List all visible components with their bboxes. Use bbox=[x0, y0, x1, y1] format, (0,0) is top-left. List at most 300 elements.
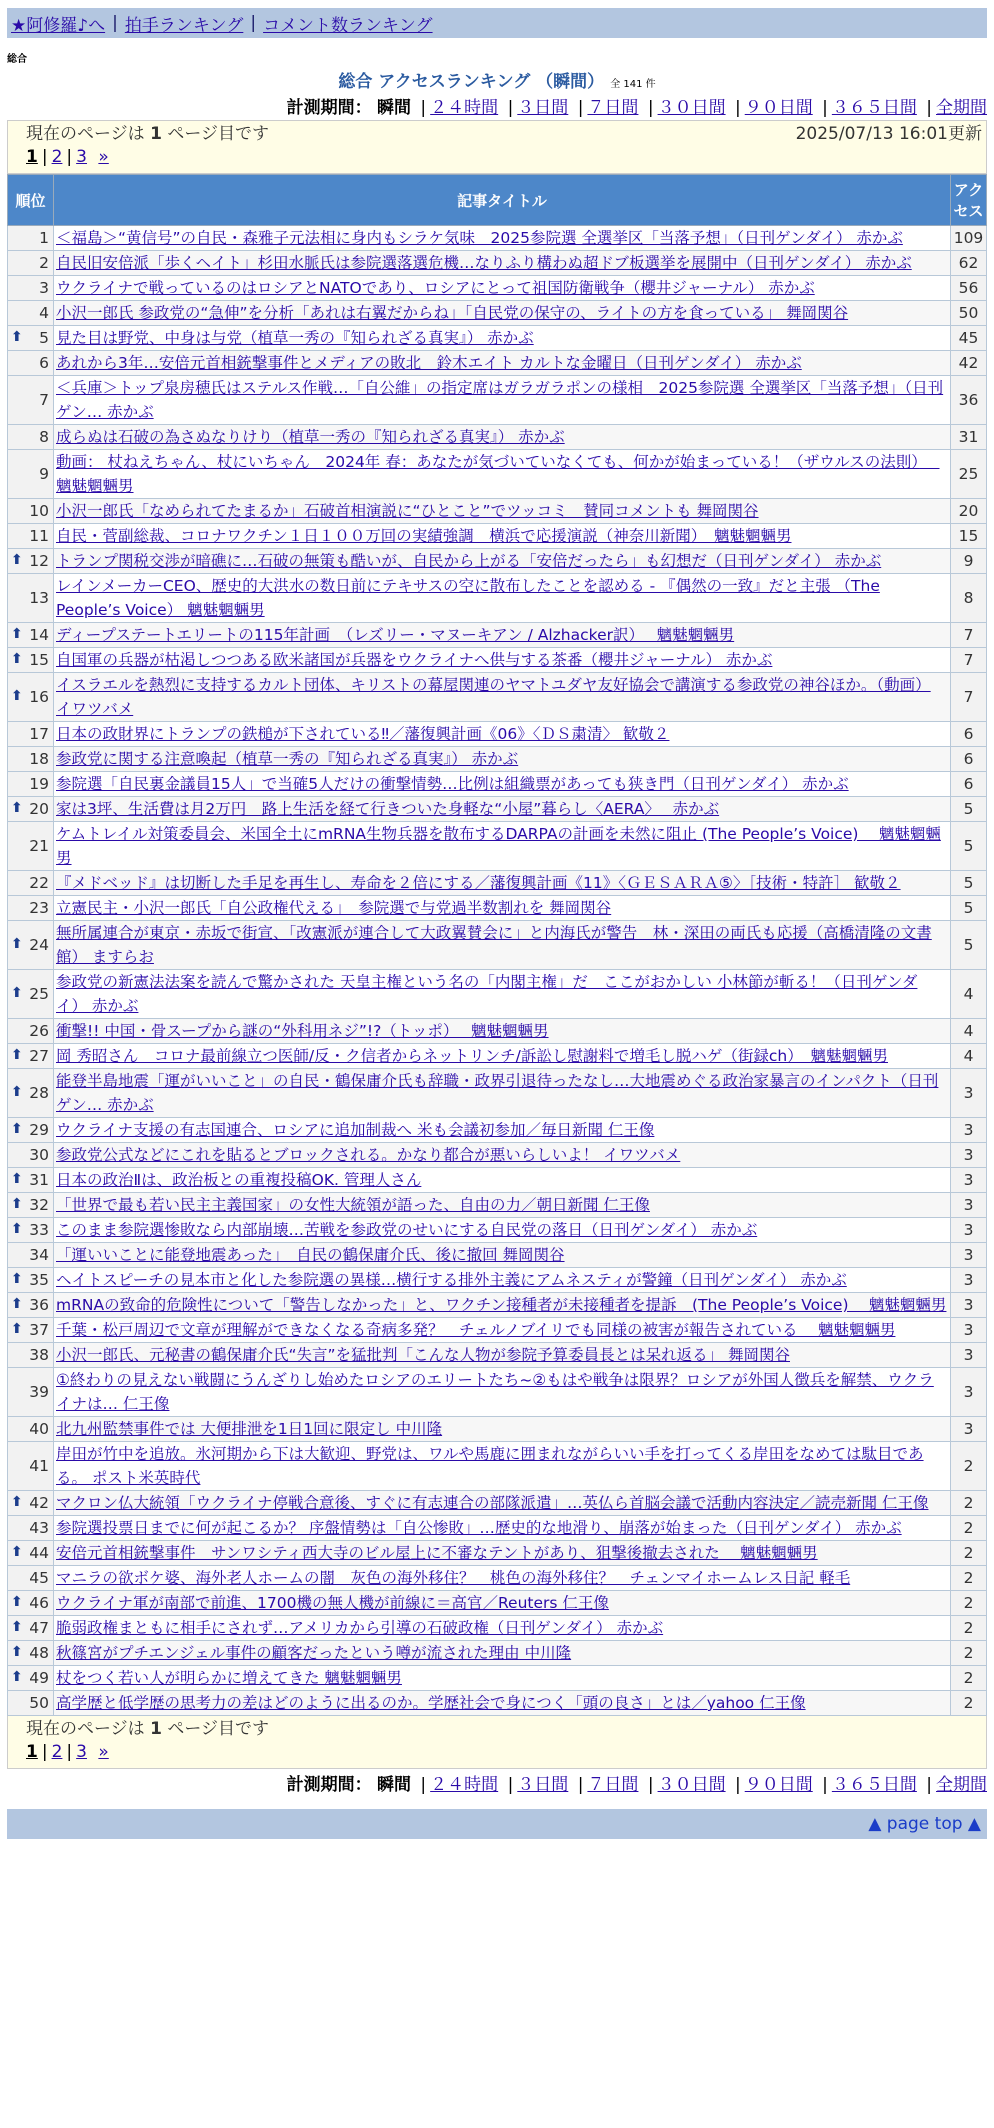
title-cell bbox=[54, 1293, 951, 1318]
article-link[interactable]: 「運いいことに能登地震あった」 自民の鶴保庸介氏、後に撤回 舞岡関谷 bbox=[56, 1246, 565, 1264]
table-row bbox=[8, 722, 987, 747]
rank-number: 34 bbox=[29, 1246, 49, 1264]
ranking-title: 総合 アクセスランキング （瞬間） bbox=[338, 72, 605, 92]
title-cell bbox=[54, 822, 951, 871]
title-cell bbox=[54, 747, 951, 772]
rank-number: 26 bbox=[29, 1022, 49, 1040]
rank-cell bbox=[8, 376, 54, 425]
title-cell bbox=[54, 276, 951, 301]
access-count: 3 bbox=[951, 1318, 987, 1343]
title-cell bbox=[54, 1368, 951, 1417]
rank-cell bbox=[8, 1268, 54, 1293]
article-link[interactable]: 『メドベッド』は切断した手足を再生し、寿命を２倍にする／藩復興計画《11》〈ＧＥＳＡＲＡ⑤〉［技術・特許］ 歓敬２ bbox=[56, 874, 901, 892]
rank-number: 25 bbox=[29, 985, 49, 1003]
rank-number: 23 bbox=[29, 899, 49, 917]
title-cell bbox=[54, 648, 951, 673]
title-cell bbox=[54, 376, 951, 425]
access-count: 3 bbox=[951, 1293, 987, 1318]
table-row bbox=[8, 1368, 987, 1417]
table-row bbox=[8, 251, 987, 276]
table-row bbox=[8, 1168, 987, 1193]
title-cell bbox=[54, 1442, 951, 1491]
rank-number: 37 bbox=[29, 1321, 49, 1339]
period-365d-link[interactable]: ３６５日間 bbox=[831, 98, 917, 118]
article-link[interactable]: 参院選投票日までに何が起こるか？ 序盤情勢は「自公惨敗」…歴史的な地滑り、崩落が始まった（日刊ゲンダイ） 赤かぶ bbox=[56, 1519, 902, 1537]
article-link[interactable]: 高学歴と低学歴の思考力の差はどのように出るのか。学歴社会で身につく「頭の良さ」とは／yahoo 仁王像 bbox=[56, 1694, 806, 1712]
rank-number: 29 bbox=[29, 1121, 49, 1139]
rank-up-arrow-icon: ⬆ bbox=[11, 1494, 23, 1510]
rank-up-arrow-icon: ⬆ bbox=[11, 1321, 23, 1337]
rank-number: 20 bbox=[29, 800, 49, 818]
rank-number: 17 bbox=[29, 725, 49, 743]
table-row bbox=[8, 524, 987, 549]
rank-number: 8 bbox=[39, 428, 49, 446]
article-link[interactable]: マクロン仏大統領「ウクライナ停戦合意後、すぐに有志連合の部隊派遣」…英仏ら首脳会議で活動内容決定／読売新聞 仁王像 bbox=[56, 1494, 929, 1512]
rank-up-arrow-icon: ⬆ bbox=[11, 985, 23, 1001]
period-24h-link[interactable]: ２４時間 bbox=[430, 98, 499, 118]
rank-cell bbox=[8, 301, 54, 326]
access-count: 3 bbox=[951, 1118, 987, 1143]
rank-cell bbox=[8, 549, 54, 574]
rank-number: 22 bbox=[29, 874, 49, 892]
article-link[interactable]: 岸田が竹中を追放。氷河期から下は大歓迎、野党は、ワルや馬鹿に囲まれながらいい手を打ってくる岸田をなめては駄目である。 ポスト米英時代 bbox=[56, 1445, 924, 1487]
period-3d-link[interactable]: ３日間 bbox=[517, 98, 569, 118]
table-row bbox=[8, 1566, 987, 1591]
header-count: アクセス bbox=[951, 175, 987, 226]
rank-cell bbox=[8, 1293, 54, 1318]
title-cell bbox=[54, 1243, 951, 1268]
header-title: 記事タイトル bbox=[54, 175, 951, 226]
access-count: 5 bbox=[951, 921, 987, 970]
rank-cell bbox=[8, 574, 54, 623]
rank-cell bbox=[8, 1616, 54, 1641]
article-link[interactable]: あれから3年…安倍元首相銃撃事件とメディアの敗北 鈴木エイト カルトな金曜日（日刊ゲンダイ） 赤かぶ bbox=[56, 354, 802, 372]
title-cell bbox=[54, 1691, 951, 1716]
rank-number: 49 bbox=[29, 1669, 49, 1687]
rank-number: 39 bbox=[29, 1383, 49, 1401]
article-link[interactable]: 見た目は野党、中身は与党（植草一秀の『知られざる真実』） 赤かぶ bbox=[56, 329, 534, 347]
title-cell bbox=[54, 326, 951, 351]
table-row bbox=[8, 574, 987, 623]
article-link[interactable]: このまま参院選惨敗なら内部崩壊…苦戦を参政党のせいにする自民党の落日（日刊ゲンダイ） 赤かぶ bbox=[56, 1221, 758, 1239]
rank-number: 35 bbox=[29, 1271, 49, 1289]
article-link[interactable]: ケムトレイル対策委員会、米国全土にmRNA生物兵器を散布するDARPAの計画を未然に阻止 (The People’s Voice) 魑魅魍魎男 bbox=[56, 825, 941, 867]
rank-cell bbox=[8, 1368, 54, 1417]
access-count: 3 bbox=[951, 1218, 987, 1243]
rank-number: 18 bbox=[29, 750, 49, 768]
rank-number: 12 bbox=[29, 552, 49, 570]
table-row bbox=[8, 226, 987, 251]
title-cell bbox=[54, 1044, 951, 1069]
access-count: 5 bbox=[951, 797, 987, 822]
article-link[interactable]: 成らぬは石破の為さぬなりけり（植草一秀の『知られざる真実』） 赤かぶ bbox=[56, 428, 565, 446]
rank-cell bbox=[8, 1691, 54, 1716]
article-link[interactable]: ヘイトスピーチの見本市と化した参院選の異様…横行する排外主義にアムネスティが警鐘（日刊ゲンダイ） 赤かぶ bbox=[56, 1271, 847, 1289]
period-selector-bottom: 計測期間： 瞬間 | ２４時間 | ３日間 | ７日間 | ３０日間 | ９０日間 | ３６５日間 | 全期間 bbox=[286, 1775, 987, 1795]
rank-cell bbox=[8, 747, 54, 772]
rank-cell bbox=[8, 970, 54, 1019]
table-row bbox=[8, 896, 987, 921]
access-count: 42 bbox=[951, 351, 987, 376]
access-count: 2 bbox=[951, 1641, 987, 1666]
article-link[interactable]: ウクライナ軍が南部で前進、1700機の無人機が前線に＝高官／Reuters 仁王像 bbox=[56, 1594, 609, 1612]
article-link[interactable]: 自民旧安倍派「歩くヘイト」杉田水脈氏は参院選落選危機…なりふり構わぬ超ドブ板選挙を展開中（日刊ゲンダイ） 赤かぶ bbox=[56, 254, 912, 272]
title-cell bbox=[54, 896, 951, 921]
rank-number: 15 bbox=[29, 651, 49, 669]
table-row bbox=[8, 276, 987, 301]
footer-bar bbox=[7, 1809, 987, 1839]
rank-cell bbox=[8, 276, 54, 301]
comment-ranking-link[interactable]: コメント数ランキング bbox=[263, 15, 433, 36]
rank-number: 6 bbox=[39, 354, 49, 372]
access-count: 3 bbox=[951, 1193, 987, 1218]
article-link[interactable]: 小沢一郎氏「なめられてたまるか」石破首相演説に“ひとこと”でツッコミ 賛同コメントも 舞岡関谷 bbox=[56, 502, 759, 520]
access-count: 3 bbox=[951, 1268, 987, 1293]
table-row bbox=[8, 1044, 987, 1069]
page-1-current: 1 bbox=[26, 147, 38, 167]
table-row bbox=[8, 1641, 987, 1666]
access-count: 5 bbox=[951, 896, 987, 921]
article-link[interactable]: 秋篠宮がプチエンジェル事件の顧客だったという噂が流された理由 中川隆 bbox=[56, 1644, 572, 1662]
table-row bbox=[8, 450, 987, 499]
rank-cell bbox=[8, 1243, 54, 1268]
rank-cell bbox=[8, 524, 54, 549]
article-link[interactable]: 日本の政財界にトランプの鉄槌が下されている‼／藩復興計画《06》〈ＤＳ粛清〉 歓敬２ bbox=[56, 725, 670, 743]
title-cell bbox=[54, 673, 951, 722]
article-link[interactable]: 小沢一郎氏、元秘書の鶴保庸介氏“失言”を猛批判「こんな人物が参院予算委員長とは呆れ返る」 舞岡関谷 bbox=[56, 1346, 790, 1364]
access-count: 3 bbox=[951, 1368, 987, 1417]
title-cell bbox=[54, 1541, 951, 1566]
title-cell bbox=[54, 1417, 951, 1442]
table-row bbox=[8, 1268, 987, 1293]
rank-number: 30 bbox=[29, 1146, 49, 1164]
period-label: 計測期間： bbox=[286, 98, 372, 118]
access-count: 2 bbox=[951, 1691, 987, 1716]
table-row bbox=[8, 351, 987, 376]
rank-up-arrow-icon: ⬆ bbox=[11, 1047, 23, 1063]
article-link[interactable]: イスラエルを熱烈に支持するカルト団体、キリストの幕屋関連のヤマトユダヤ友好協会で講演する参政党の神谷ほか。（動画） イワツバメ bbox=[56, 676, 931, 718]
page-2-link-bottom[interactable]: 2 bbox=[51, 1742, 63, 1762]
rank-number: 46 bbox=[29, 1594, 49, 1612]
article-link[interactable]: 動画： 杖ねえちゃん、杖にいちゃん 2024年 春：あなたが気づいていなくても、何かが始まっている！（ザウルスの法則） 魑魅魍魎男 bbox=[56, 453, 940, 495]
access-count: 2 bbox=[951, 1591, 987, 1616]
access-count: 62 bbox=[951, 251, 987, 276]
access-count: 2 bbox=[951, 1442, 987, 1491]
access-count: 4 bbox=[951, 1044, 987, 1069]
rank-number: 7 bbox=[39, 391, 49, 409]
article-link[interactable]: ディープステートエリートの115年計画 （レズリー・マヌーキアン / Alzhacker訳） 魑魅魍魎男 bbox=[56, 626, 735, 644]
rank-number: 45 bbox=[29, 1569, 49, 1587]
ranking-table bbox=[7, 174, 987, 1716]
article-link[interactable]: 参政党公式などにこれを貼るとブロックされる。かなり都合が悪いらしいよ！ イワツバメ bbox=[56, 1146, 681, 1164]
table-row bbox=[8, 970, 987, 1019]
article-link[interactable]: 脆弱政権まともに相手にされず…アメリカから引導の石破政権（日刊ゲンダイ） 赤かぶ bbox=[56, 1619, 664, 1637]
access-count: 6 bbox=[951, 772, 987, 797]
rank-number: 32 bbox=[29, 1196, 49, 1214]
article-link[interactable]: レインメーカーCEO、歴史的大洪水の数日前にテキサスの空に散布したことを認める - 『偶然の一致』だと主張 （The People’s Voice） 魑魅魍魎男 bbox=[56, 577, 880, 619]
rank-number: 48 bbox=[29, 1644, 49, 1662]
page-title bbox=[7, 67, 987, 92]
article-link[interactable]: 千葉・松戸周辺で文章が理解ができなくなる奇病多発？ チェルノブイリでも同様の被害が報告されている 魑魅魍魎男 bbox=[56, 1321, 896, 1339]
title-cell bbox=[54, 1516, 951, 1541]
rank-cell bbox=[8, 772, 54, 797]
article-link[interactable]: ①終わりの見えない戦闘にうんざりし始めたロシアのエリートたち~②もはや戦争は限界？ロシアが外国人徴兵を解禁、ウクライナは… 仁王像 bbox=[56, 1371, 934, 1413]
title-cell bbox=[54, 1641, 951, 1666]
article-link[interactable]: 無所属連合が東京・赤坂で街宣、「改憲派が連合して大政翼賛会に」と内海氏が警告 林・深田の両氏も応援（高橋清隆の文書館） ますらお bbox=[56, 924, 932, 966]
title-cell bbox=[54, 1268, 951, 1293]
rank-cell bbox=[8, 1168, 54, 1193]
rank-cell bbox=[8, 871, 54, 896]
rank-cell bbox=[8, 648, 54, 673]
page-status: 現在のページは 1 ページ目です bbox=[26, 124, 269, 144]
title-cell bbox=[54, 499, 951, 524]
rank-cell bbox=[8, 251, 54, 276]
rank-up-arrow-icon: ⬆ bbox=[11, 800, 23, 816]
article-link[interactable]: mRNAの致命的危険性について「警告しなかった」と、ワクチン接種者が未接種者を提訴 (The People’s Voice) 魑魅魍魎男 bbox=[56, 1296, 947, 1314]
rank-number: 4 bbox=[39, 304, 49, 322]
rank-number: 19 bbox=[29, 775, 49, 793]
access-count: 3 bbox=[951, 1343, 987, 1368]
article-link[interactable]: ウクライナ支援の有志国連合、ロシアに追加制裁へ 米も会議初参加／毎日新聞 仁王像 bbox=[56, 1121, 655, 1139]
table-row bbox=[8, 1666, 987, 1691]
section-label: 総合 bbox=[7, 54, 27, 65]
rank-cell bbox=[8, 226, 54, 251]
table-row bbox=[8, 673, 987, 722]
article-link[interactable]: 自国軍の兵器が枯渇しつつある欧米諸国が兵器をウクライナへ供与する茶番（櫻井ジャーナル） 赤かぶ bbox=[56, 651, 773, 669]
access-count: 4 bbox=[951, 970, 987, 1019]
title-cell bbox=[54, 722, 951, 747]
table-row bbox=[8, 1616, 987, 1641]
rank-cell bbox=[8, 1193, 54, 1218]
title-cell bbox=[54, 772, 951, 797]
table-row bbox=[8, 549, 987, 574]
table-row bbox=[8, 1343, 987, 1368]
access-count: 31 bbox=[951, 425, 987, 450]
table-row bbox=[8, 1417, 987, 1442]
title-cell bbox=[54, 251, 951, 276]
article-link[interactable]: 小沢一郎氏 参政党の“急伸”を分析「あれは右翼だからね」「自民党の保守の、ライトの方を食っている」 舞岡関谷 bbox=[56, 304, 849, 322]
article-link[interactable]: 北九州監禁事件では 大便排泄を1日1回に限定し 中川隆 bbox=[56, 1420, 443, 1438]
access-count: 25 bbox=[951, 450, 987, 499]
access-count: 2 bbox=[951, 1666, 987, 1691]
table-row bbox=[8, 1118, 987, 1143]
next-page-link-bottom[interactable]: » bbox=[98, 1742, 109, 1762]
rank-number: 31 bbox=[29, 1171, 49, 1189]
period-90d-link-bottom[interactable]: ９０日間 bbox=[744, 1775, 813, 1795]
table-row bbox=[8, 1069, 987, 1118]
rank-cell bbox=[8, 499, 54, 524]
rank-number: 21 bbox=[29, 837, 49, 855]
rank-up-arrow-icon: ⬆ bbox=[11, 651, 23, 667]
home-link[interactable]: ★阿修羅♪へ bbox=[11, 15, 106, 36]
title-cell bbox=[54, 1118, 951, 1143]
access-count: 5 bbox=[951, 822, 987, 871]
rank-number: 41 bbox=[29, 1457, 49, 1475]
title-cell bbox=[54, 1666, 951, 1691]
article-link[interactable]: マニラの欲ボケ婆、海外老人ホームの闇 灰色の海外移住？ 桃色の海外移住？ チェンマイホームレス日記 軽毛 bbox=[56, 1569, 851, 1587]
title-cell bbox=[54, 1069, 951, 1118]
article-link[interactable]: 参政党の新憲法法案を読んで驚かされた 天皇主権という名の「内閣主権」だ ここがおかしい 小林節が斬る！（日刊ゲンダイ） 赤かぶ bbox=[56, 973, 918, 1015]
page-1-current-bottom: 1 bbox=[26, 1742, 38, 1762]
title-cell bbox=[54, 1318, 951, 1343]
article-link[interactable]: ウクライナで戦っているのはロシアとNATOであり、ロシアにとって祖国防衛戦争（櫻井ジャーナル） 赤かぶ bbox=[56, 279, 815, 297]
page-2-link[interactable]: 2 bbox=[51, 147, 63, 167]
period-7d-link[interactable]: ７日間 bbox=[587, 98, 639, 118]
article-link[interactable]: 立憲民主・小沢一郎氏「自公政権代える」 参院選で与党過半数割れを 舞岡関谷 bbox=[56, 899, 612, 917]
access-count: 7 bbox=[951, 673, 987, 722]
rank-cell bbox=[8, 1318, 54, 1343]
title-cell bbox=[54, 1491, 951, 1516]
table-row bbox=[8, 797, 987, 822]
article-link[interactable]: 杖をつく若い人が明らかに増えてきた 魑魅魍魎男 bbox=[56, 1669, 402, 1687]
rank-cell bbox=[8, 326, 54, 351]
rank-cell bbox=[8, 797, 54, 822]
rank-cell bbox=[8, 1591, 54, 1616]
article-link[interactable]: 参院選「自民裏金議員15人」で当確5人だけの衝撃情勢…比例は組織票があっても狭き門（日刊ゲンダイ） 赤かぶ bbox=[56, 775, 849, 793]
rank-number: 38 bbox=[29, 1346, 49, 1364]
article-link[interactable]: 衝撃!! 中国・骨スープから謎の“外科用ネジ”!?（トッポ） 魑魅魍魎男 bbox=[56, 1022, 549, 1040]
rank-number: 10 bbox=[29, 502, 49, 520]
access-count: 8 bbox=[951, 574, 987, 623]
rank-cell bbox=[8, 1491, 54, 1516]
article-link[interactable]: トランプ関税交渉が暗礁に…石破の無策も酷いが、自民から上がる「安倍だったら」も幻想だ（日刊ゲンダイ） 赤かぶ bbox=[56, 552, 882, 570]
page-3-link[interactable]: 3 bbox=[76, 147, 87, 167]
rank-number: 13 bbox=[29, 589, 49, 607]
rank-up-arrow-icon: ⬆ bbox=[11, 1544, 23, 1560]
access-count: 20 bbox=[951, 499, 987, 524]
table-row bbox=[8, 376, 987, 425]
rank-up-arrow-icon: ⬆ bbox=[11, 1296, 23, 1312]
period-24h-link-bottom[interactable]: ２４時間 bbox=[430, 1775, 499, 1795]
article-link[interactable]: 安倍元首相銃撃事件 サンワシティ西大寺のビル屋上に不審なテントがあり、狙撃後撤去された 魑魅魍魎男 bbox=[56, 1544, 818, 1562]
title-cell bbox=[54, 549, 951, 574]
rank-cell bbox=[8, 1143, 54, 1168]
table-row bbox=[8, 648, 987, 673]
table-row bbox=[8, 1218, 987, 1243]
access-count: 4 bbox=[951, 1019, 987, 1044]
page-3-link-bottom[interactable]: 3 bbox=[76, 1742, 87, 1762]
table-row bbox=[8, 1019, 987, 1044]
table-row bbox=[8, 1318, 987, 1343]
table-row bbox=[8, 1591, 987, 1616]
access-count: 2 bbox=[951, 1566, 987, 1591]
article-link[interactable]: 能登半島地震「運がいいこと」の自民・鶴保庸介氏も辞職・政界引退待ったなし…大地震めぐる政治家暴言のインパクト（日刊ゲン… 赤かぶ bbox=[56, 1072, 939, 1114]
article-link[interactable]: 自民・菅副総裁、コロナワクチン１日１００万回の実績強調 横浜で応援演説（神奈川新聞） 魑魅魍魎男 bbox=[56, 527, 792, 545]
period-30d-link[interactable]: ３０日間 bbox=[657, 98, 726, 118]
rank-up-arrow-icon: ⬆ bbox=[11, 626, 23, 642]
rank-cell bbox=[8, 351, 54, 376]
table-row bbox=[8, 871, 987, 896]
rank-number: 27 bbox=[29, 1047, 49, 1065]
period-all-link[interactable]: 全期間 bbox=[936, 98, 987, 118]
access-count: 3 bbox=[951, 1143, 987, 1168]
rank-up-arrow-icon: ⬆ bbox=[11, 1594, 23, 1610]
access-count: 6 bbox=[951, 722, 987, 747]
rank-cell bbox=[8, 450, 54, 499]
rank-number: 44 bbox=[29, 1544, 49, 1562]
article-link[interactable]: 日本の政治Ⅱは、政治板との重複投稿OK. 管理人さん bbox=[56, 1171, 422, 1189]
article-link[interactable]: 「世界で最も若い民主主義国家」の女性大統領が語った、自由の力／朝日新聞 仁王像 bbox=[56, 1196, 650, 1214]
title-cell bbox=[54, 921, 951, 970]
rank-number: 1 bbox=[39, 229, 49, 247]
access-count: 2 bbox=[951, 1491, 987, 1516]
period-3d-link-bottom[interactable]: ３日間 bbox=[517, 1775, 569, 1795]
rank-number: 11 bbox=[29, 527, 49, 545]
access-count: 3 bbox=[951, 1069, 987, 1118]
table-row bbox=[8, 425, 987, 450]
period-90d-link[interactable]: ９０日間 bbox=[744, 98, 813, 118]
article-link[interactable]: ＜兵庫＞トップ泉房穂氏はステルス作戦…「自公維」の指定席はガラガラポンの様相 2025参院選 全選挙区「当落予想」（日刊ゲン… 赤かぶ bbox=[56, 379, 944, 421]
rank-cell bbox=[8, 1118, 54, 1143]
article-link[interactable]: 参政党に関する注意喚起（植草一秀の『知られざる真実』） 赤かぶ bbox=[56, 750, 519, 768]
page-top-link[interactable]: ▲ page top ▲ bbox=[868, 1814, 981, 1834]
title-cell bbox=[54, 1616, 951, 1641]
clap-ranking-link[interactable]: 拍手ランキング bbox=[124, 15, 244, 36]
rank-number: 9 bbox=[39, 465, 49, 483]
article-link[interactable]: 家は3坪、生活費は月2万円 路上生活を経て行きついた身軽な“小屋”暮らし〈AERA〉 赤かぶ bbox=[56, 800, 720, 818]
access-count: 3 bbox=[951, 1417, 987, 1442]
article-link[interactable]: ＜福島＞“黄信号”の自民・森雅子元法相に身内もシラケ気味 2025参院選 全選挙区「当落予想」（日刊ゲンダイ） 赤かぶ bbox=[56, 229, 903, 247]
rank-cell bbox=[8, 1069, 54, 1118]
access-count: 36 bbox=[951, 376, 987, 425]
rank-cell bbox=[8, 1666, 54, 1691]
rank-cell bbox=[8, 425, 54, 450]
title-cell bbox=[54, 450, 951, 499]
article-link[interactable]: 岡 秀昭さん コロナ最前線立つ医師/反・ク信者からネットリンチ/訴訟し慰謝料で増毛し脱ハゲ（街録ch） 魑魅魍魎男 bbox=[56, 1047, 888, 1065]
table-row bbox=[8, 1691, 987, 1716]
access-count: 2 bbox=[951, 1616, 987, 1641]
period-365d-link-bottom[interactable]: ３６５日間 bbox=[831, 1775, 917, 1795]
rank-up-arrow-icon: ⬆ bbox=[11, 1084, 23, 1100]
updated-timestamp: 2025/07/13 16:01更新 bbox=[795, 124, 982, 144]
rank-cell bbox=[8, 1541, 54, 1566]
rank-cell bbox=[8, 1343, 54, 1368]
title-cell bbox=[54, 1591, 951, 1616]
title-cell bbox=[54, 351, 951, 376]
access-count: 6 bbox=[951, 747, 987, 772]
table-row bbox=[8, 499, 987, 524]
period-7d-link-bottom[interactable]: ７日間 bbox=[587, 1775, 639, 1795]
period-current: 瞬間 bbox=[377, 98, 412, 118]
next-page-link[interactable]: » bbox=[98, 147, 109, 167]
header-rank: 順位 bbox=[8, 175, 54, 226]
access-count: 109 bbox=[951, 226, 987, 251]
rank-number: 24 bbox=[29, 936, 49, 954]
rank-up-arrow-icon: ⬆ bbox=[11, 1669, 23, 1685]
rank-number: 43 bbox=[29, 1519, 49, 1537]
rank-cell bbox=[8, 896, 54, 921]
access-count: 5 bbox=[951, 871, 987, 896]
table-row bbox=[8, 772, 987, 797]
rank-cell bbox=[8, 1019, 54, 1044]
period-all-link-bottom[interactable]: 全期間 bbox=[936, 1775, 987, 1795]
table-row bbox=[8, 747, 987, 772]
rank-number: 33 bbox=[29, 1221, 49, 1239]
rank-cell bbox=[8, 1218, 54, 1243]
title-cell bbox=[54, 797, 951, 822]
title-cell bbox=[54, 574, 951, 623]
title-cell bbox=[54, 226, 951, 251]
rank-up-arrow-icon: ⬆ bbox=[11, 688, 23, 704]
rank-cell bbox=[8, 921, 54, 970]
rank-up-arrow-icon: ⬆ bbox=[11, 1121, 23, 1137]
period-30d-link-bottom[interactable]: ３０日間 bbox=[657, 1775, 726, 1795]
rank-number: 50 bbox=[29, 1694, 49, 1712]
rank-cell bbox=[8, 1044, 54, 1069]
pagination-top: 現在のページは 1 ページ目です 2025/07/13 16:01更新 1 | 2 | 3 » bbox=[7, 120, 987, 174]
title-cell bbox=[54, 301, 951, 326]
rank-up-arrow-icon: ⬆ bbox=[11, 552, 23, 568]
